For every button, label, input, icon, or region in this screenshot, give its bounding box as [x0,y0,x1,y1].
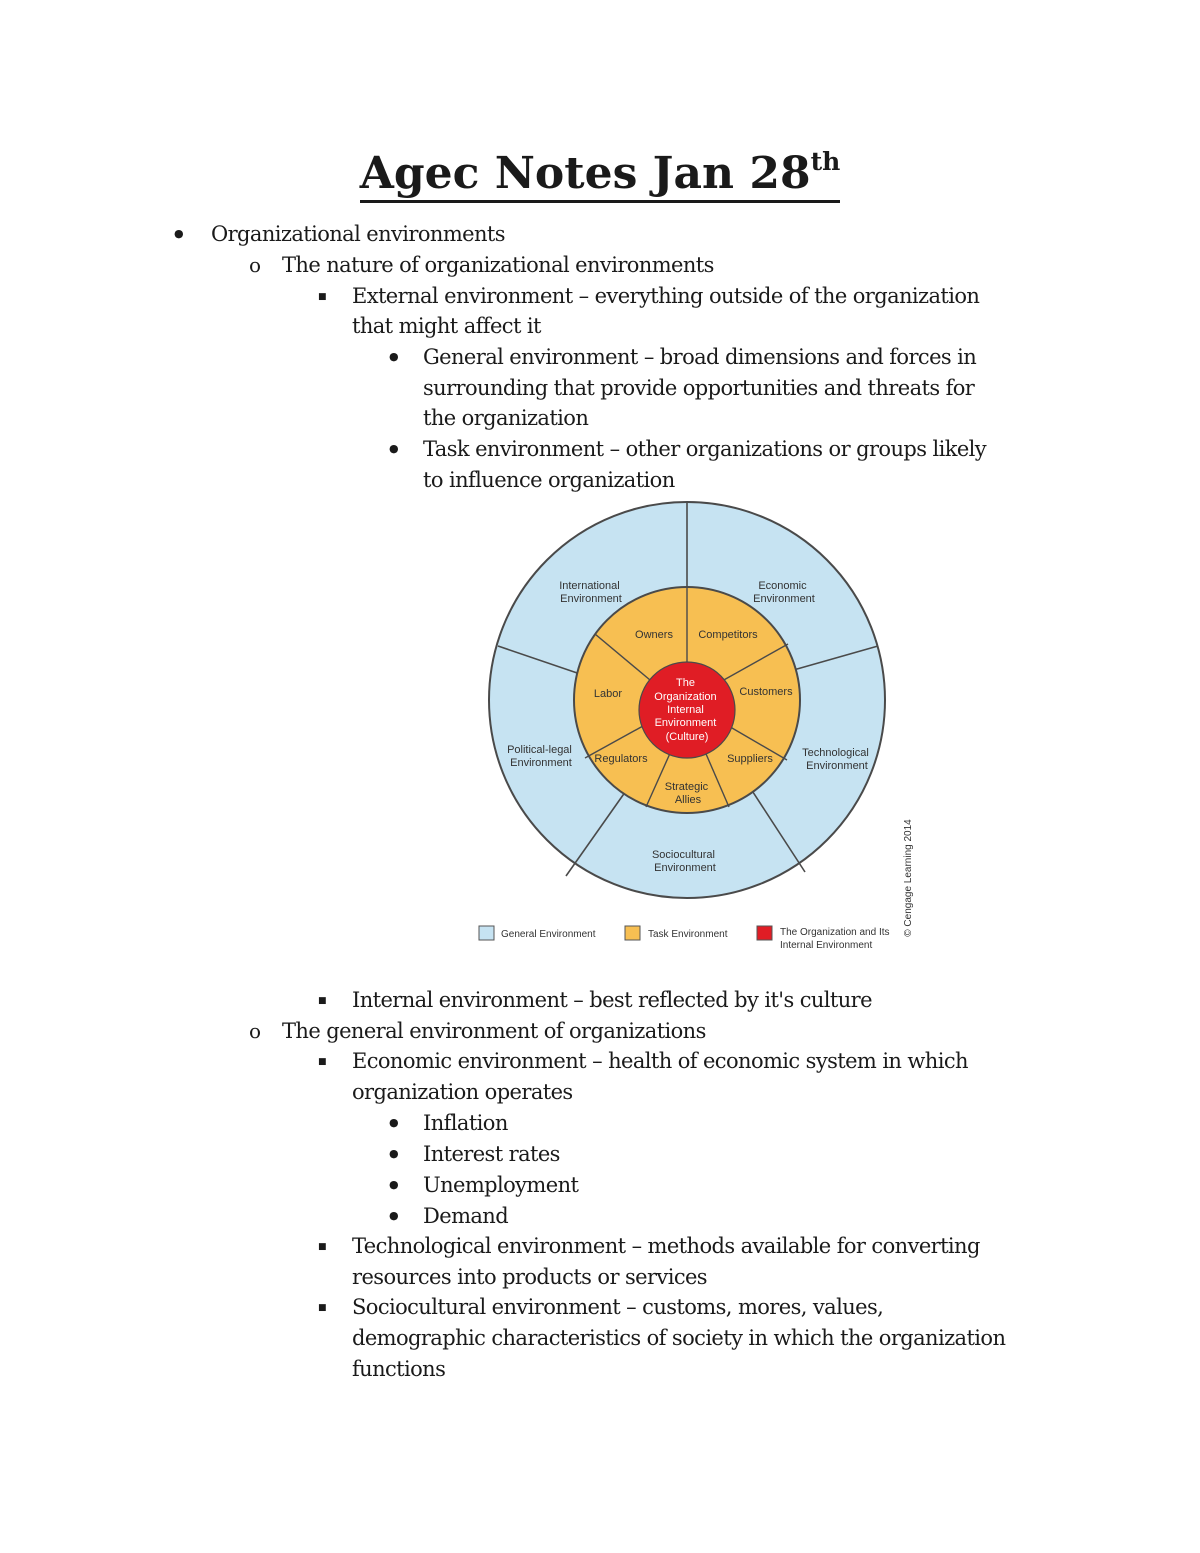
page-title [0,146,1200,202]
outline-item-task-cont: to influence organization [423,468,675,492]
outline-item-technological: Technological environment – methods available for converting [352,1234,980,1258]
bullet-square-icon [318,987,327,1014]
label-political-legal-environment: Political-legal Environment [507,744,572,769]
outline-item-external-cont: that might affect it [352,314,541,338]
label-organization-core: The Organization Internal Environment (Culture) [654,677,717,743]
outline-item-general: General environment – broad dimensions and forces in [423,345,977,369]
outline-item-technological-cont: resources into products or services [352,1265,707,1289]
organizational-environment-diagram [470,500,930,970]
outline-item-task: Task environment – other organizations or groups likely [423,437,987,461]
bullet-square-icon [318,1294,327,1321]
legend-general-swatch [479,926,494,940]
label-competitors: Competitors [698,629,758,641]
legend-general-label: General Environment [501,929,596,940]
label-labor: Labor [593,688,623,700]
econ-item-demand: Demand [423,1204,509,1228]
outline-item-external: External environment – everything outside of the organization [352,284,980,308]
title-text: Agec Notes Jan 28 [359,148,811,199]
bullet-dot-icon [389,1110,399,1136]
label-technological-environment: Technological Environment [802,747,869,772]
outline-item-sociocultural-cont2: functions [352,1357,446,1381]
bullet-dot-icon [389,344,399,370]
outline-item-economic-cont: organization operates [352,1080,573,1104]
legend-task-label: Task Environment [648,929,728,940]
bullet-square-icon [318,1048,327,1075]
outline-item-general-cont: surrounding that provide opportunities and threats for [423,376,975,400]
bullet-dot-icon [389,1141,399,1167]
label-regulators: Regulators [594,753,648,765]
label-sociocultural-environment: Sociocultural Environment [651,849,716,874]
econ-item-unemployment: Unemployment [423,1173,579,1197]
diagram-legend [479,926,892,951]
bullet-dot-icon [174,221,184,247]
label-owners: Owners [635,629,673,641]
label-international-environment: International Environment [559,580,622,605]
legend-organization-label: The Organization and Its Internal Environment [780,927,890,951]
bullet-square-icon [318,1233,327,1260]
bullet-circle-icon [249,1018,261,1044]
outline-item-internal: Internal environment – best reflected by it's culture [352,988,872,1012]
outline-item-general-cont2: the organization [423,406,589,430]
bullet-square-icon [318,283,327,310]
legend-organization-swatch [757,926,772,940]
outline-item-economic: Economic environment – health of economic system in which [352,1049,968,1073]
bullet-dot-icon [389,436,399,462]
outline-item-sociocultural: Sociocultural environment – customs, mores, values, [352,1295,884,1319]
title-superscript: th [810,147,841,176]
econ-item-interest-rates: Interest rates [423,1142,560,1166]
label-suppliers: Suppliers [727,753,773,765]
label-customers: Customers [739,686,793,698]
outline-item-l1: Organizational environments [211,222,505,246]
econ-item-inflation: Inflation [423,1111,508,1135]
outline-item-nature: The nature of organizational environments [282,253,714,277]
bullet-circle-icon [249,252,261,278]
bullet-dot-icon [389,1203,399,1229]
label-strategic-allies: Strategic Allies [664,781,709,806]
bullet-dot-icon [389,1172,399,1198]
legend-task-swatch [625,926,640,940]
copyright-notice: © Cengage Learning 2014 [903,819,914,937]
outline-item-general-env: The general environment of organizations [282,1019,706,1043]
outline-item-sociocultural-cont: demographic characteristics of society in which the organization [352,1326,1006,1350]
label-economic-environment: Economic Environment [753,580,815,605]
